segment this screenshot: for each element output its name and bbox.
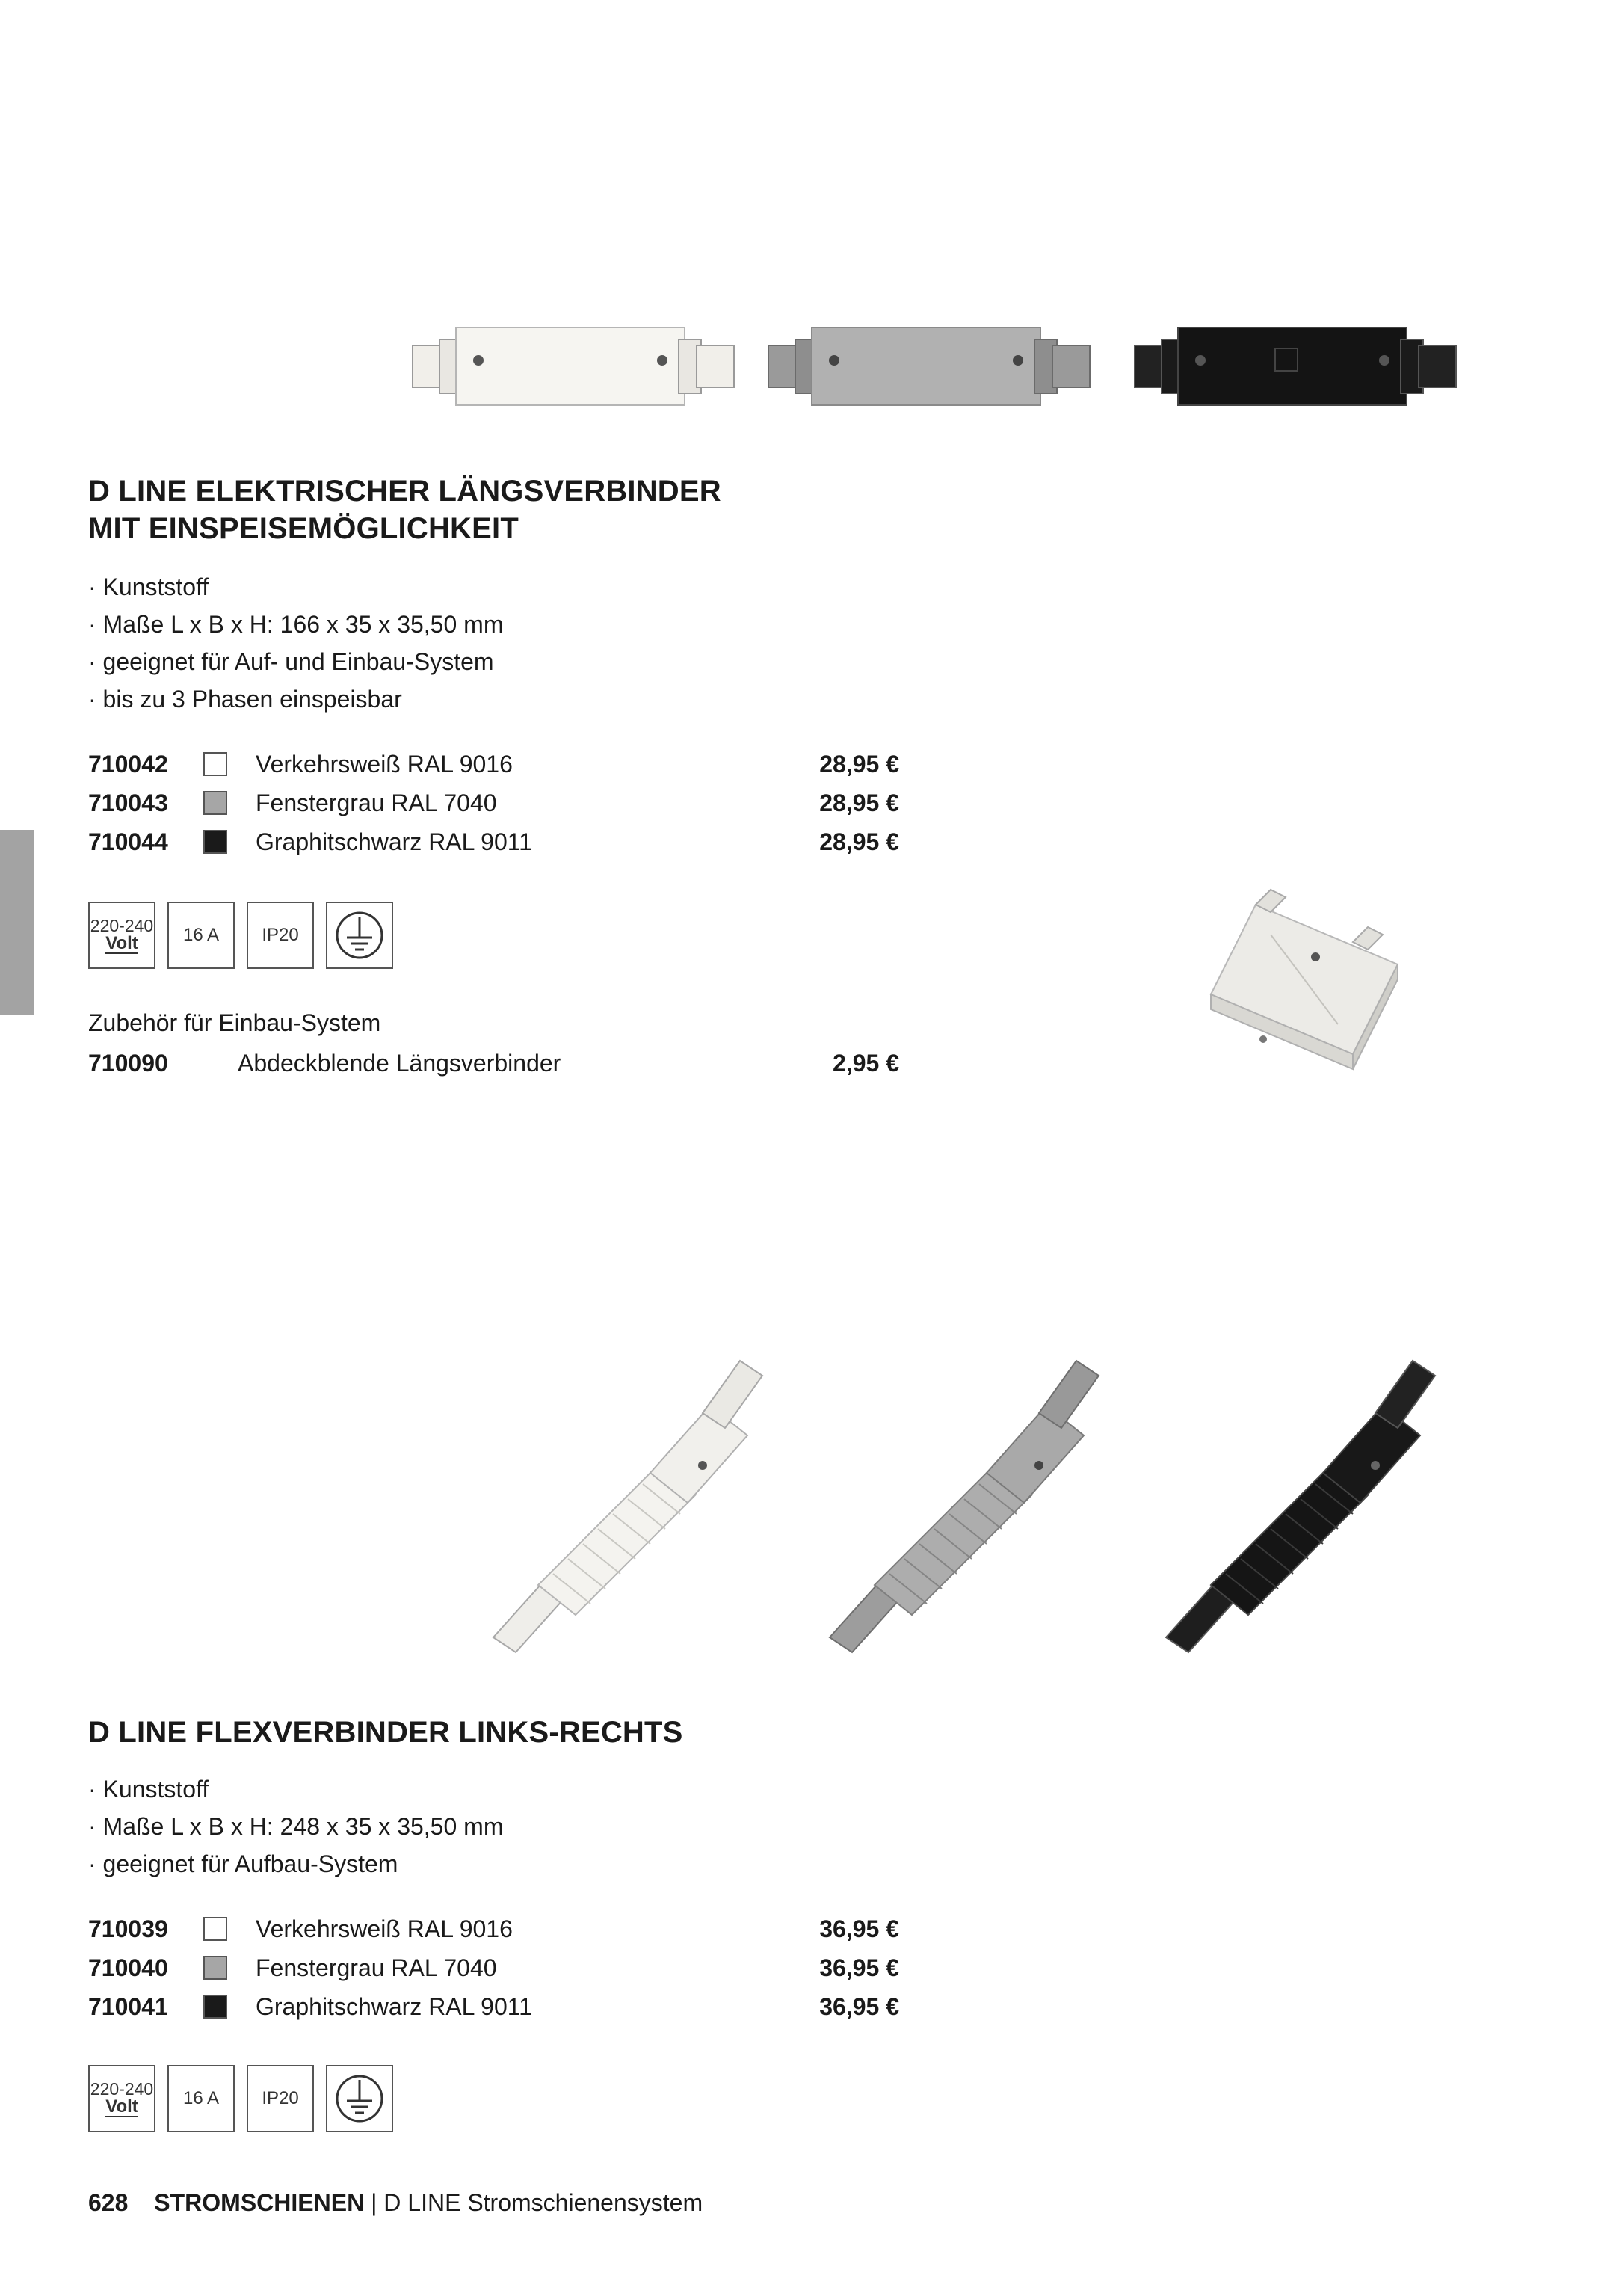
accessory-heading: Zubehör für Einbau-System	[88, 1009, 381, 1036]
product-color-name: Graphitschwarz RAL 9011	[256, 828, 532, 855]
connector-black-photo	[1135, 327, 1456, 405]
flex-connector-white-photo	[493, 1361, 762, 1652]
ampere-icon	[167, 2065, 235, 2132]
flex-connector-grey-photo	[830, 1361, 1099, 1652]
product-color-name: Verkehrsweiß RAL 9016	[256, 751, 513, 778]
product-price: 28,95 €	[819, 828, 899, 855]
flex-connectors-image	[478, 1316, 1472, 1667]
section1-title-line2: MIT EINSPEISEMÖGLICHKEIT	[88, 512, 519, 545]
section2-title: D LINE FLEXVERBINDER LINKS-RECHTS	[88, 1716, 683, 1749]
color-swatch-white	[203, 1917, 227, 1941]
ip-rating-icon	[247, 902, 314, 969]
product-row	[88, 784, 899, 822]
feature-item: · Kunststoff	[88, 1770, 503, 1808]
feature-item: · geeignet für Auf- und Einbau-System	[88, 643, 503, 680]
feature-item: · Kunststoff	[88, 568, 503, 606]
product-price: 28,95 €	[819, 751, 899, 778]
color-swatch-grey	[203, 791, 227, 815]
ampere-label: 16 A	[182, 925, 220, 945]
product-color-name: Fenstergrau RAL 7040	[256, 1954, 497, 1981]
accessory-name: Abdeckblende Längsverbinder	[238, 1050, 561, 1077]
feature-item: · Maße L x B x H: 166 x 35 x 35,50 mm	[88, 606, 503, 643]
connector-white-photo	[413, 327, 734, 405]
page-footer	[88, 2189, 703, 2217]
voltage-range: 220-240	[90, 916, 154, 935]
cover-plate-image	[1166, 882, 1450, 1099]
voltage-icon	[88, 902, 155, 969]
product-color-name: Graphitschwarz RAL 9011	[256, 1993, 532, 2020]
voltage-icon	[88, 2065, 155, 2132]
product-code: 710039	[88, 1915, 168, 1942]
section1-title-line1: D LINE ELEKTRISCHER LÄNGSVERBINDER	[88, 475, 721, 508]
feature-item: · bis zu 3 Phasen einspeisbar	[88, 680, 503, 718]
product-code: 710040	[88, 1954, 168, 1981]
earth-symbol-icon	[333, 2072, 386, 2125]
product-row	[88, 1948, 899, 1987]
earth-ground-icon	[326, 2065, 393, 2132]
feature-item: · geeignet für Aufbau-System	[88, 1845, 503, 1883]
flex-connector-black-photo	[1166, 1361, 1435, 1652]
footer-section: STROMSCHIENEN	[154, 2189, 365, 2216]
accessory-code: 710090	[88, 1050, 168, 1077]
feature-item: · Maße L x B x H: 248 x 35 x 35,50 mm	[88, 1808, 503, 1845]
color-swatch-white	[203, 752, 227, 776]
color-swatch-black	[203, 830, 227, 854]
product-color-name: Fenstergrau RAL 7040	[256, 790, 497, 816]
footer-subtitle: D LINE Stromschienensystem	[383, 2189, 703, 2216]
section2-feature-list	[88, 1770, 503, 1883]
footer-separator: |	[371, 2189, 377, 2216]
ampere-label: 16 A	[182, 2088, 220, 2108]
product-price: 28,95 €	[819, 790, 899, 816]
voltage-unit: Volt	[105, 933, 138, 953]
voltage-range: 220-240	[90, 2079, 154, 2099]
product-row	[88, 822, 899, 861]
product-price: 36,95 €	[819, 1993, 899, 2020]
product-code: 710044	[88, 828, 168, 855]
side-chapter-tab	[0, 830, 34, 1015]
accessory-row	[88, 1044, 899, 1083]
ampere-icon	[167, 902, 235, 969]
page-number: 628	[88, 2189, 129, 2216]
earth-symbol-icon	[333, 909, 386, 961]
section1-title	[88, 473, 721, 547]
product-code: 710043	[88, 790, 168, 816]
section1-feature-list	[88, 568, 503, 718]
color-swatch-grey	[203, 1956, 227, 1980]
product-color-name: Verkehrsweiß RAL 9016	[256, 1915, 513, 1942]
product-code: 710042	[88, 751, 168, 778]
connector-grey-photo	[768, 327, 1090, 405]
product-row	[88, 1987, 899, 2026]
product-code: 710041	[88, 1993, 168, 2020]
earth-ground-icon	[326, 902, 393, 969]
product-price: 36,95 €	[819, 1915, 899, 1942]
straight-connectors-image	[404, 314, 1465, 419]
product-row	[88, 745, 899, 784]
accessory-price: 2,95 €	[833, 1050, 899, 1077]
color-swatch-black	[203, 1995, 227, 2019]
ip-label: IP20	[262, 925, 299, 945]
ip-rating-icon	[247, 2065, 314, 2132]
ip-label: IP20	[262, 2088, 299, 2108]
product-price: 36,95 €	[819, 1954, 899, 1981]
voltage-unit: Volt	[105, 2096, 138, 2117]
product-row	[88, 1909, 899, 1948]
